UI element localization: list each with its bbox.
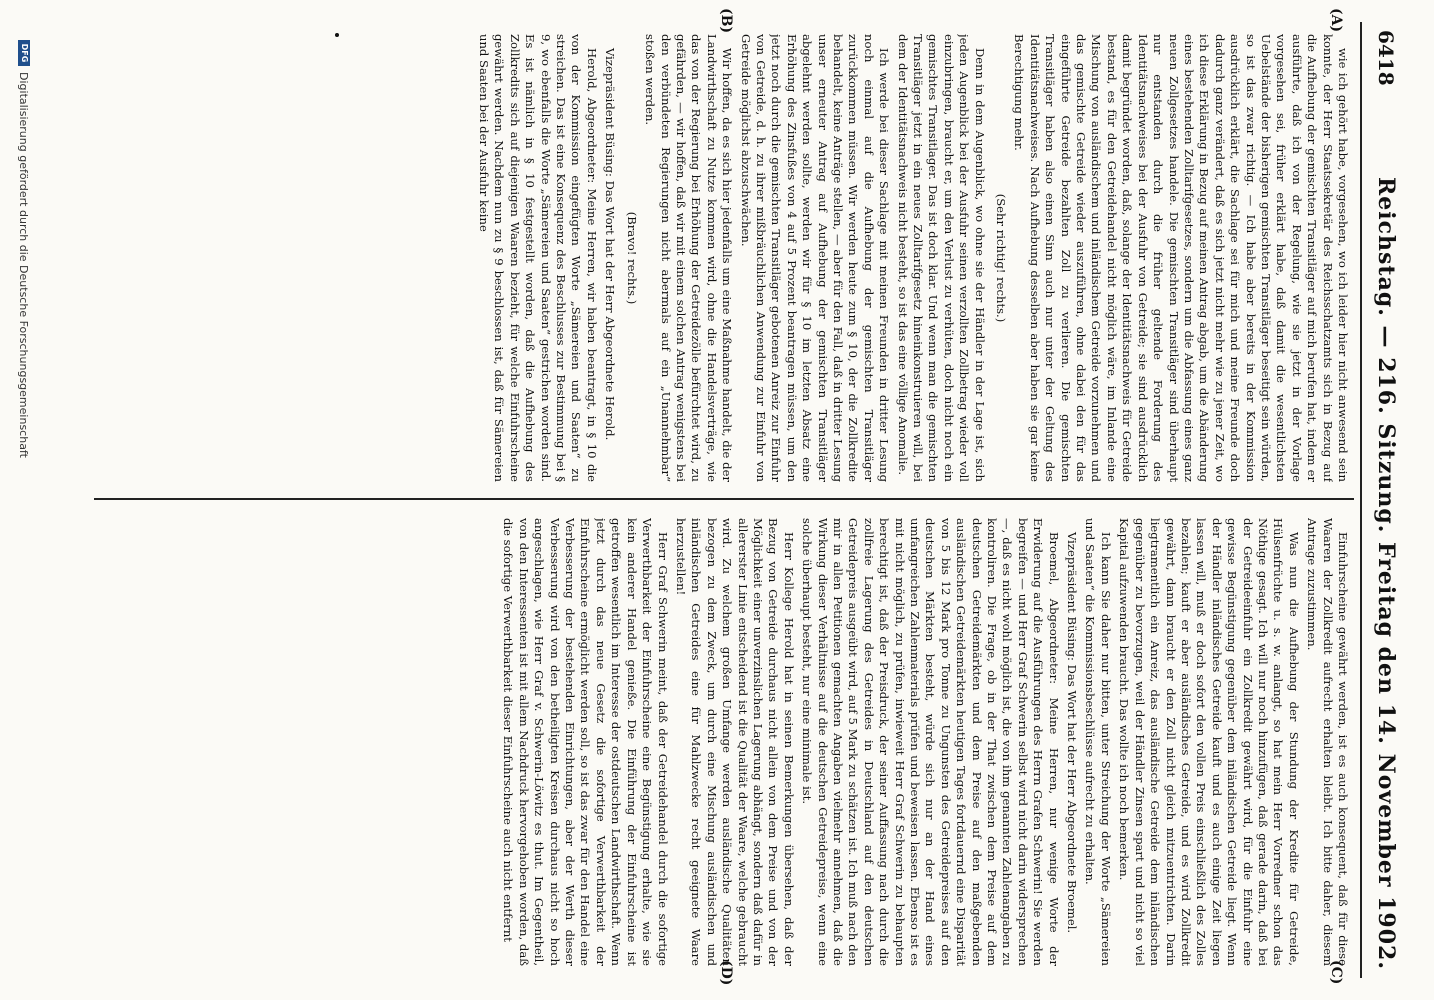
running-head: Reichstag. — 216. Sitzung. Freitag den 14. November 1902.: [1373, 177, 1399, 970]
speaker-paragraph: Herold, Abgeordneter: Meine Herren, wir haben beantragt, in § 10 die von der Kommission eingefügten Worte „Sämereien und Saaten“ zu streichen. Das ist eine Konsequenz des Beschlusses zur Bestimmung bei § 9, wo ebenfalls die Worte „Sämereien und Saaten“ gestrichen worden sind. Es ist nämlich in § 10 festgestellt worden, daß die Aufhebung des Zollkredits sich auf diejenigen Waaren bezieht, für welche Einfuhrscheine gewährt werden. Nachdem nun zu § 9 beschlossen ist, daß für Sämereien und Saaten bei der Ausfuhr keine: [477, 34, 599, 482]
paragraph: wie ich gehört habe, vorgesehen, wo ich leider hier nicht anwesend sein konnte, der Herr Staatssekretär des Reichsschatzamts sich in Bezug auf die Aufhebung der gemischten Transitläger auf mich berufen hat, indem er ausführte, daß ich von der Regelung, wie sie jetzt in der Vorlage vorgesehen sei, früher erklärt habe, daß damit die wesentlichsten Uebelstände der bisherigen gemischten Transitläger beseitigt sein würden, so ist das zwar richtig. — Ich habe aber bereits in der Kommission ausdrücklich erklärt, die Sachlage sei für mich und meine Freunde doch dadurch ganz verändert, daß es sich jetzt nicht mehr wie zu jener Zeit, wo ich diese Erklärung in Bezug auf meinen Antrag abgab, um die Abänderung eines bestehenden Zolltarifgesetzes, sondern um die Abfassung eines ganz neuen Zollgesetzes handele. Die gemischten Transitläger sind überhaupt nur entstanden durch die früher geltende Forderung des Identitätsnachweises bei der Ausfuhr von Getreide; sie sind ausdrücklich damit begründet worden, daß, solange der Identitätsnachweis für Getreide bestand, es für den Getreidehandel nicht möglich wäre, im Inlande eine Mischung von ausländischem und inländischem Getreide vorzunehmen und das gemischte Getreide wieder auszuführen, ohne dabei den für das eingeführte Getreide bezahlten Zoll zu verlieren. Die gemischten Transitläger haben also einen Sinn auch nur unter der Geltung des Identitätsnachweises. Nach Aufhebung desselben aber haben sie gar keine Berechtigung mehr.: [1012, 34, 1350, 482]
digitization-footer: [14, 40, 34, 980]
left-column: [100, 34, 1350, 482]
paragraph: Herr Kollege Herold hat in seinen Bemerkungen übersehen, daß der Bezug von Getreide durchaus nicht allein von dem Preise und von der Möglichkeit einer unverzinslichen Lagerung abhängt, sondern daß dafür in allererster Linie entscheidend ist die Qualität der Waare, welche gebraucht wird. Zu welchem großen Umfange werden ausländische Qualitäten bezogen zu dem Zweck, um durch eine Mischung ausländischen und inländischen Getreides eine für Mahlzwecke recht geeignete Waare herzustellen!: [673, 518, 796, 966]
speaker-paragraph: Broemel, Abgeordneter: Meine Herren, nur wenige Worte der Erwiderung auf die Ausführungen des Herrn Grafen Schwerin! Sie werden begreifen — und Herr Graf Schwerin selbst wird nicht darin widersprechen —, daß es nicht wohl möglich ist, die von ihm genannten Zahlenangaben zu kontroliren. Die Frage, ob in der That zwischen dem Preise auf dem deutschen Getreidemärkten und dem Preise auf den maßgebenden ausländischen Getreidemärkten heutigen Tages fortdauernd eine Disparität von 5 bis 12 Mark pro Tonne zu Ungunsten des Getreidepreises auf den deutschen Märkten besteht, würde sich nur an der Hand eines umfangreichen Zahlenmaterials prüfen und beweisen lassen. Ebenso ist es mit nicht möglich, zu prüfen, inwieweit Herr Graf Schwerin zu behaupten berechtigt ist, daß der Preisdruck, der seiner Auffassung nach durch die zollfreie Lagerung des Getreides in Deutschland auf den deutschen Getreidepreis ausgeübt wird, auf 5 Mark zu schätzen ist. Ich muß nach den mir in allen Petitionen gemachten Angaben vielmehr annehmen, daß die Wirkung dieser Verhältnisse auf die deutschen Getreidepreise, wenn eine solche überhaupt besteht, nur eine minimale ist.: [800, 518, 1061, 966]
footer-text: Digitalisierung gefördert durch die Deutsche Forschungsgemeinschaft: [17, 72, 31, 458]
speaker-paragraph: Vizepräsident Büsing: Das Wort hat der Herr Abgeordnete Herold.: [603, 48, 618, 441]
paragraph: Denn in dem Augenblick, wo ohne sie der Händler in der Lage ist, sich jeden Augenblick bei der Ausfuhr seinen verzollten Zollbetrag wieder voll einzubringen, braucht er, um den Verlust zu verhüten, doch nicht noch ein gemischtes Transitlager. Das ist doch klar. Und wenn man die gemischten Transitläger jetzt in ein neues Zolltarifgesetz hineinkonstruieren will, bei dem der Identitätsnachweis nicht besteht, so ist das eine völlige Anomalie.: [895, 34, 987, 482]
column-divider: [94, 498, 1354, 500]
paragraph: Einfuhrscheine gewährt werden, ist es auch konsequent, daß für diese Waaren der Zollkredit aufrecht erhalten bleibt. Ich bitte daher, diesem Antrage zuzustimmen.: [1305, 518, 1350, 966]
margin-marker-d: (D): [718, 960, 734, 986]
interjection: (Sehr richtig! rechts.): [994, 193, 1009, 323]
paragraph: Was nun die Aufhebung der Stundung der Kredite für Getreide, Hülsenfrüchte u. s. w. anlangt, so hat mein Herr Vorredner schon das Nöthige gesagt. Ich will nur noch hinzufügen, daß gerade darin, daß bei der Getreideeinfuhr ein Zollkredit gewährt wird, für die Einfuhr eine gewisse Begünstigung gegenüber dem inländischen Getreide liegt. Wenn der Händler inländisches Getreide kauft und es auch einige Zeit liegen lassen will, muß er doch sofort den vollen Preis einschließlich des Zolles bezahlen; kauft er aber ausländisches Getreide, und es wird Zollkredit gewährt, dann braucht er den Zoll nicht gleich mitzuentrichten. Darin liegtramentlich ein Anreiz, das ausländische Getreide dem inländischen gegenüber zu bevorzugen, weil der Händler Zinsen spart und nicht so viel Kapital aufzuwenden braucht. Das wollte ich noch bemerken.: [1117, 518, 1301, 966]
print-speck: [335, 33, 339, 37]
paragraph: Ich kann Sie daher nur bitten, unter Streichung der Worte „Sämereien und Saaten“ die Kommissionsbeschlüsse aufrecht zu erhalten.: [1083, 518, 1113, 966]
paragraph: Wir hoffen, da es sich hier jedenfalls um eine Maßnahme handelt, die der Landwirthschaft zu Nutze kommen wird, ohne die Handelsverträge, wie das von der Regierung bei Erhöhung der Getreidezölle befürchtet wird, zu gefährden, — wir hoffen, daß wir mit einem solchen Antrag wenigstens bei den verbündeten Regierungen nicht abermals auf ein „Unannehmbar“ stoßen werden.: [643, 34, 735, 482]
page-number: 6418: [1374, 30, 1398, 86]
paragraph: Ich werde bei dieser Sachlage mit meinen Freunden in dritter Lesung noch einmal auf die Aufhebung der gemischten Transitläger zurückkommen müssen. Wir werden heute zum § 10, der die Zollkredite behandelt, keine Anträge stellen, — aber für den Fall, daß in dritter Lesung unser erneuter Antrag auf Aufhebung der gemischten Transitläger abgelehnt werden sollte, werden wir für § 10 im letzten Absatz eine Erhöhung des Zinsfußes von 4 auf 5 Prozent beantragen müssen, um den jetzt noch durch die gemischten Transitläger gebotenen Anreiz zur Einfuhr von Getreide, d. h. zu ihrer mißbräuchlichen Anwendung zur Einfuhr von Getreide möglichst abzuschwächen.: [738, 34, 892, 482]
page-header: [1366, 30, 1406, 970]
margin-marker-b: (B): [718, 8, 734, 34]
dfg-logo: DFG: [18, 40, 30, 66]
margin-marker-c: (C): [1328, 960, 1344, 985]
speaker-paragraph: Vizepräsident Büsing: Das Wort hat der Herr Abgeordnete Broemel.: [1065, 532, 1080, 934]
header-rule: [1360, 22, 1362, 978]
margin-marker-a: (A): [1328, 8, 1344, 33]
paragraph: Herr Graf Schwerin meint, daß der Getreidehandel durch die sofortige Verwerthbarkeit der Einfuhrscheine eine Begünstigung erhalte, wie sie kein anderer Handel genieße. Die Einführung der Einfuhrscheine ist getroffen wesentlich im Interesse der ostdeutschen Landwirthschaft. Wenn jetzt durch das neue Gesetz die sofortige Verwerthbarkeit der Einfuhrscheine ermöglicht werden soll, so ist das zwar für den Handel eine Verbesserung der bestehenden Einrichtungen, aber der Werth dieser Verbesserung wird von den betheiligten Kreisen durchaus nicht so hoch angeschlagen, wie Herr Graf v. Schwerin-Löwitz es thut. Im Gegentheil, von den Interessenten ist mit allem Nachdruck hervorgehoben worden, daß die sofortige Verwerthbarkeit dieser Einfuhrscheine auch nicht entfernt: [501, 518, 670, 966]
interjection: (Bravo! rechts.): [624, 211, 639, 305]
right-column: [100, 518, 1350, 966]
